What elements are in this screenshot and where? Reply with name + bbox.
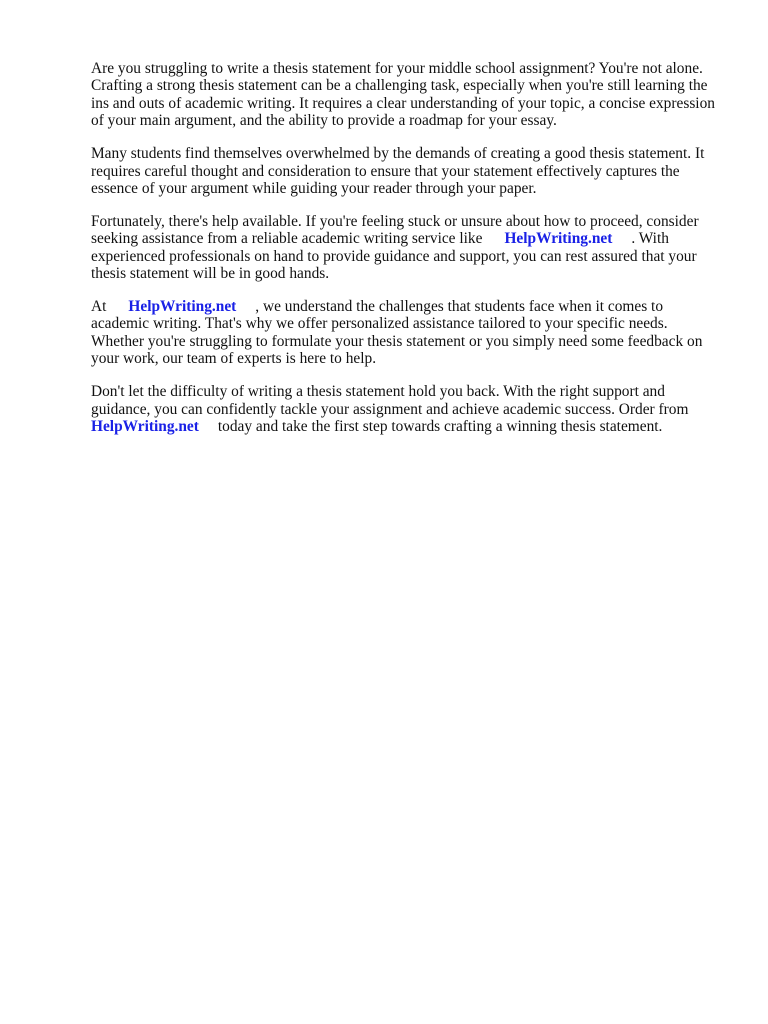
paragraph-call-to-action-text-end: today and take the first step towards crafting a winning thesis statement. xyxy=(217,417,663,435)
document-page xyxy=(91,60,721,451)
paragraph-help-available-text-end: . With experienced professionals on hand to provide guidance and support, you can rest assured that your thesis statement will be in good hands. xyxy=(91,230,697,283)
paragraph-intro-text: Are you struggling to write a thesis statement for your middle school assignment? You're not alone. Crafting a strong thesis statement can be a challenging task, especially when you're still learning the ins and outs of academic writing. It requires a clear understanding of your topic, a concise expression of your main argument, and the ability to provide a roadmap for your essay. xyxy=(91,60,715,130)
paragraph-help-available xyxy=(91,213,721,283)
helpwriting-link[interactable]: HelpWriting.net xyxy=(128,297,237,315)
paragraph-at-service-text-start: At xyxy=(91,297,107,315)
paragraph-overwhelmed xyxy=(91,145,721,197)
paragraph-call-to-action-text-start: Don't let the difficulty of writing a thesis statement hold you back. With the right support and guidance, you can confidently tackle your assignment and achieve academic success. Order from xyxy=(91,383,689,418)
paragraph-help-available-text-start: Fortunately, there's help available. If you're feeling stuck or unsure about how to proceed, consider seeking assistance from a reliable academic writing service like xyxy=(91,212,699,248)
helpwriting-link[interactable]: HelpWriting.net xyxy=(91,417,199,435)
helpwriting-link[interactable]: HelpWriting.net xyxy=(504,230,613,248)
paragraph-at-service-text-end: , we understand the challenges that students face when it comes to academic writing. That's why we offer personalized assistance tailored to your specific needs. Whether you're struggling to formulate your thesis statement or you simply need some feedback on your work, our team of experts is here to help. xyxy=(91,297,703,368)
paragraph-call-to-action xyxy=(91,383,721,435)
paragraph-overwhelmed-text: Many students find themselves overwhelmed by the demands of creating a good thesis statement. It requires careful thought and consideration to ensure that your statement effectively captures the essence of your argument while guiding your reader through your paper. xyxy=(91,145,705,197)
paragraph-intro xyxy=(91,60,721,130)
paragraph-at-service xyxy=(91,298,721,368)
